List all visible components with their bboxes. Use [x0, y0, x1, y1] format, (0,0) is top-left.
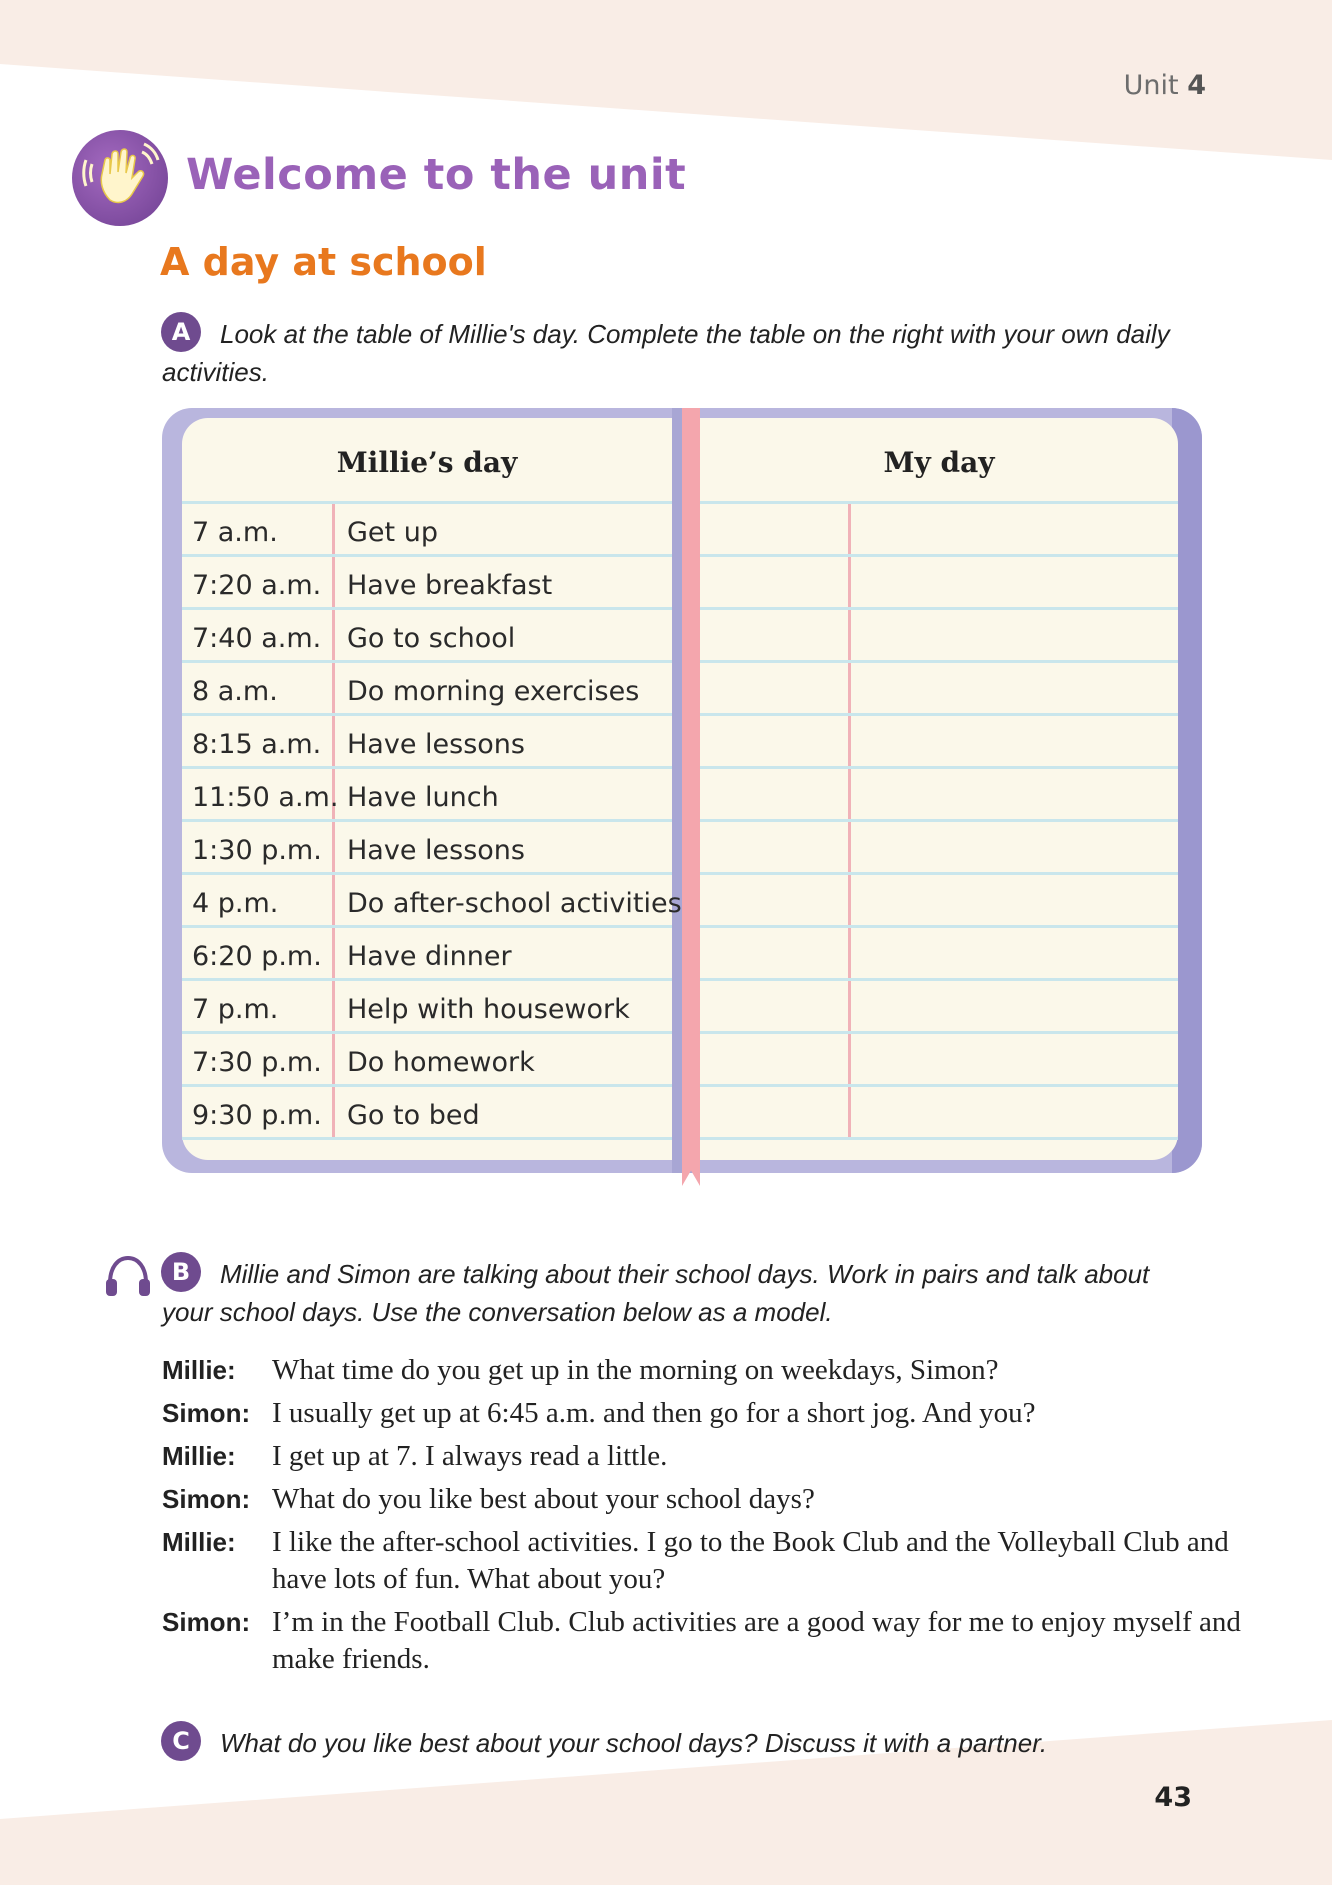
speaker-name: Millie:: [162, 1441, 236, 1471]
table-row: [182, 822, 672, 875]
millies-day-heading: Millie’s day: [182, 418, 672, 504]
exercise-b-line2: your school days. Use the conversation below as a model.: [162, 1297, 833, 1327]
unit-title: Welcome to the unit: [186, 150, 687, 200]
table-row: [182, 1034, 672, 1087]
my-day-blank-row[interactable]: [700, 504, 1178, 557]
row-time: 6:20 p.m.: [192, 941, 322, 972]
table-row: [182, 981, 672, 1034]
row-time: 7 p.m.: [192, 994, 279, 1025]
my-day-blank-row[interactable]: [700, 769, 1178, 822]
row-activity: Do after-school activities: [347, 888, 682, 919]
exercise-a-line1: Look at the table of Millie's day. Complete the table on the right with your own daily: [220, 319, 1170, 349]
dialogue-line: [162, 1524, 1229, 1598]
unit-number: 4: [1187, 70, 1206, 101]
row-time: 7 a.m.: [192, 517, 278, 548]
unit-label: [1124, 70, 1206, 101]
exercise-a-line2: activities.: [162, 357, 269, 387]
my-day-rows: [700, 504, 1178, 1140]
speaker-name: Simon:: [162, 1398, 251, 1428]
millies-day-page: [182, 418, 682, 1160]
table-row: [182, 769, 672, 822]
table-row: [182, 504, 672, 557]
dialogue-line: [162, 1604, 1241, 1678]
row-activity: Have lessons: [347, 835, 525, 866]
my-day-page: [700, 418, 1178, 1160]
row-activity: Do homework: [347, 1047, 535, 1078]
my-day-blank-row[interactable]: [700, 610, 1178, 663]
row-time: 7:20 a.m.: [192, 570, 322, 601]
speech-text: What time do you get up in the morning on weekdays, Simon?: [272, 1354, 999, 1386]
my-day-blank-row[interactable]: [700, 716, 1178, 769]
row-time: 8:15 a.m.: [192, 729, 322, 760]
speech-text: I’m in the Football Club. Club activities are a good way for me to enjoy myself and make friends.: [272, 1606, 1241, 1675]
row-activity: Get up: [347, 517, 438, 548]
exercise-b-badge: B: [161, 1252, 201, 1292]
speaker-name: Simon:: [162, 1607, 251, 1637]
dialogue-line: [162, 1352, 1222, 1389]
dialogue-line: [162, 1438, 1222, 1475]
table-row: [182, 1087, 672, 1140]
my-day-blank-row[interactable]: [700, 981, 1178, 1034]
row-activity: Do morning exercises: [347, 676, 640, 707]
bookmark-ribbon: [682, 408, 700, 1186]
my-day-blank-row[interactable]: [700, 1034, 1178, 1087]
headphones-icon[interactable]: [104, 1253, 152, 1299]
row-activity: Help with housework: [347, 994, 630, 1025]
dialogue: [162, 1352, 1241, 1684]
table-row: [182, 928, 672, 981]
row-time: 11:50 a.m.: [192, 782, 339, 813]
speech-text: I like the after-school activities. I go to the Book Club and the Volleyball Club and have lots of fun. What about you?: [272, 1526, 1229, 1595]
page-number: 43: [1154, 1782, 1192, 1813]
my-day-blank-row[interactable]: [700, 928, 1178, 981]
table-row: [182, 663, 672, 716]
row-time: 7:40 a.m.: [192, 623, 322, 654]
row-activity: Have dinner: [347, 941, 512, 972]
exercise-c-instruction: What do you like best about your school days? Discuss it with a partner.: [220, 1728, 1048, 1758]
row-activity: Go to school: [347, 623, 516, 654]
exercise-b-line1: Millie and Simon are talking about their school days. Work in pairs and talk about: [220, 1259, 1150, 1289]
row-activity: Have lessons: [347, 729, 525, 760]
speaker-name: Millie:: [162, 1355, 236, 1385]
table-row: [182, 557, 672, 610]
row-time: 4 p.m.: [192, 888, 279, 919]
row-time: 9:30 p.m.: [192, 1100, 322, 1131]
row-activity: Have lunch: [347, 782, 499, 813]
my-day-blank-row[interactable]: [700, 663, 1178, 716]
dialogue-line: [162, 1481, 1222, 1518]
row-activity: Go to bed: [347, 1100, 480, 1131]
millies-day-rows: [182, 504, 682, 1140]
speech-text: I usually get up at 6:45 a.m. and then go for a short jog. And you?: [272, 1397, 1036, 1429]
table-row: [182, 875, 682, 928]
my-day-blank-row[interactable]: [700, 1087, 1178, 1140]
row-time: 7:30 p.m.: [192, 1047, 322, 1078]
dialogue-line: [162, 1395, 1222, 1432]
exercise-a-instruction: [162, 315, 1222, 391]
table-row: [182, 716, 672, 769]
speaker-name: Millie:: [162, 1527, 236, 1557]
exercise-c-badge: C: [161, 1721, 201, 1761]
table-row: [182, 610, 672, 663]
my-day-heading: My day: [700, 418, 1178, 504]
speech-text: What do you like best about your school days?: [272, 1483, 815, 1515]
exercise-a-badge: A: [161, 312, 201, 352]
row-time: 8 a.m.: [192, 676, 278, 707]
section-title: A day at school: [160, 240, 487, 284]
waving-hand-icon: [72, 130, 168, 226]
row-time: 1:30 p.m.: [192, 835, 322, 866]
my-day-blank-row[interactable]: [700, 875, 1178, 928]
my-day-blank-row[interactable]: [700, 557, 1178, 610]
speaker-name: Simon:: [162, 1484, 251, 1514]
unit-word: Unit: [1123, 70, 1179, 101]
exercise-b-instruction: [162, 1255, 1222, 1331]
row-activity: Have breakfast: [347, 570, 553, 601]
my-day-blank-row[interactable]: [700, 822, 1178, 875]
speech-text: I get up at 7. I always read a little.: [272, 1440, 668, 1472]
